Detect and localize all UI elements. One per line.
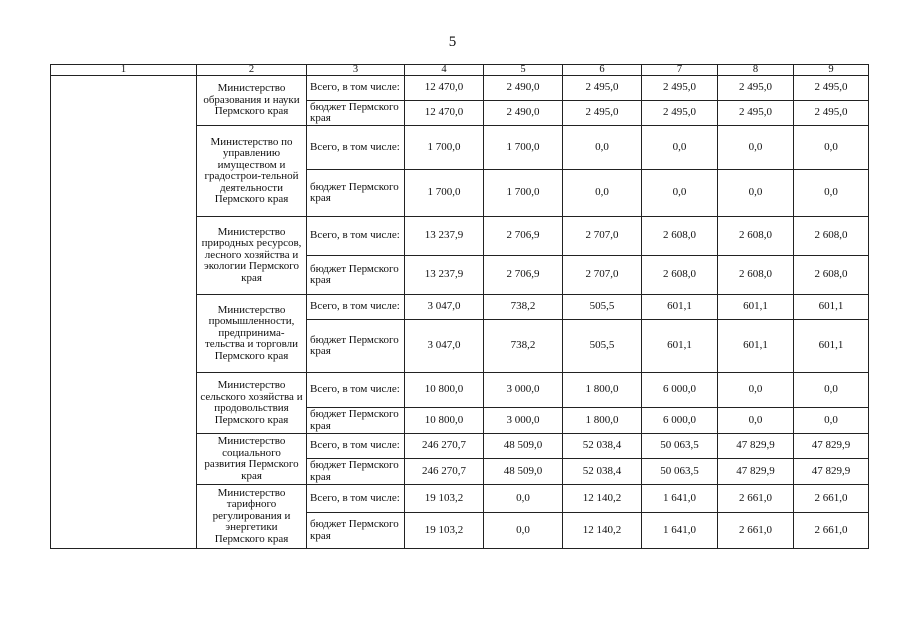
amount-cell: 13 237,9: [405, 217, 484, 256]
agency-cell: Министерство сельского хозяйства и продовольствия Пермского края: [197, 373, 307, 434]
amount-cell: 19 103,2: [405, 485, 484, 513]
amount-cell: 2 707,0: [563, 256, 642, 295]
amount-cell: 1 700,0: [484, 170, 563, 217]
table-row: [51, 76, 869, 101]
amount-cell: 0,0: [484, 485, 563, 513]
amount-cell: 47 829,9: [794, 434, 869, 459]
amount-cell: 1 800,0: [563, 373, 642, 408]
column-header: 2: [197, 65, 307, 76]
amount-cell: 13 237,9: [405, 256, 484, 295]
program-cell: [51, 76, 197, 549]
column-header: 6: [563, 65, 642, 76]
amount-cell: 0,0: [794, 373, 869, 408]
agency-cell: Министерство образования и науки Пермского края: [197, 76, 307, 126]
amount-cell: 12 470,0: [405, 76, 484, 101]
amount-cell: 601,1: [794, 295, 869, 320]
agency-cell: Министерство тарифного регулирования и энергетики Пермского края: [197, 485, 307, 549]
amount-cell: 246 270,7: [405, 434, 484, 459]
budget-label-cell: бюджет Пермского края: [307, 170, 405, 217]
amount-cell: 2 490,0: [484, 76, 563, 101]
budget-label-cell: бюджет Пермского края: [307, 408, 405, 434]
total-label-cell: Всего, в том числе:: [307, 485, 405, 513]
column-header: 3: [307, 65, 405, 76]
agency-cell: Министерство социального развития Пермского края: [197, 434, 307, 485]
budget-table: [50, 64, 869, 549]
amount-cell: 2 495,0: [642, 101, 718, 126]
agency-cell: Министерство природных ресурсов, лесного хозяйства и экологии Пермского края: [197, 217, 307, 295]
amount-cell: 0,0: [718, 373, 794, 408]
column-header: 8: [718, 65, 794, 76]
agency-cell: Министерство промышленности, предпринима-тельства и торговли Пермского края: [197, 295, 307, 373]
amount-cell: 2 490,0: [484, 101, 563, 126]
amount-cell: 2 706,9: [484, 217, 563, 256]
amount-cell: 1 700,0: [405, 170, 484, 217]
amount-cell: 1 641,0: [642, 513, 718, 549]
column-header: 5: [484, 65, 563, 76]
amount-cell: 2 661,0: [718, 485, 794, 513]
amount-cell: 2 661,0: [718, 513, 794, 549]
amount-cell: 601,1: [642, 320, 718, 373]
amount-cell: 2 661,0: [794, 513, 869, 549]
amount-cell: 0,0: [718, 408, 794, 434]
column-number-row: [51, 65, 869, 76]
amount-cell: 0,0: [563, 170, 642, 217]
amount-cell: 2 608,0: [718, 217, 794, 256]
amount-cell: 48 509,0: [484, 434, 563, 459]
amount-cell: 2 707,0: [563, 217, 642, 256]
amount-cell: 2 495,0: [563, 76, 642, 101]
budget-label-cell: бюджет Пермского края: [307, 256, 405, 295]
amount-cell: 2 495,0: [718, 76, 794, 101]
amount-cell: 47 829,9: [794, 459, 869, 485]
amount-cell: 12 140,2: [563, 513, 642, 549]
amount-cell: 2 661,0: [794, 485, 869, 513]
amount-cell: 0,0: [484, 513, 563, 549]
column-header: 7: [642, 65, 718, 76]
amount-cell: 2 495,0: [794, 76, 869, 101]
total-label-cell: Всего, в том числе:: [307, 434, 405, 459]
table-body: [51, 76, 869, 549]
amount-cell: 6 000,0: [642, 373, 718, 408]
amount-cell: 50 063,5: [642, 459, 718, 485]
amount-cell: 601,1: [718, 320, 794, 373]
amount-cell: 47 829,9: [718, 434, 794, 459]
amount-cell: 52 038,4: [563, 434, 642, 459]
column-header: 4: [405, 65, 484, 76]
amount-cell: 12 140,2: [563, 485, 642, 513]
amount-cell: 0,0: [563, 126, 642, 170]
amount-cell: 3 047,0: [405, 320, 484, 373]
column-header: 9: [794, 65, 869, 76]
amount-cell: 19 103,2: [405, 513, 484, 549]
total-label-cell: Всего, в том числе:: [307, 217, 405, 256]
amount-cell: 2 608,0: [794, 256, 869, 295]
amount-cell: 246 270,7: [405, 459, 484, 485]
amount-cell: 505,5: [563, 295, 642, 320]
amount-cell: 1 641,0: [642, 485, 718, 513]
total-label-cell: Всего, в том числе:: [307, 126, 405, 170]
budget-label-cell: бюджет Пермского края: [307, 513, 405, 549]
amount-cell: 47 829,9: [718, 459, 794, 485]
page-number: 5: [448, 34, 457, 50]
amount-cell: 3 000,0: [484, 373, 563, 408]
amount-cell: 2 495,0: [563, 101, 642, 126]
amount-cell: 601,1: [794, 320, 869, 373]
amount-cell: 6 000,0: [642, 408, 718, 434]
amount-cell: 0,0: [794, 170, 869, 217]
amount-cell: 2 495,0: [794, 101, 869, 126]
amount-cell: 0,0: [642, 170, 718, 217]
amount-cell: 50 063,5: [642, 434, 718, 459]
budget-label-cell: бюджет Пермского края: [307, 101, 405, 126]
amount-cell: 0,0: [718, 170, 794, 217]
amount-cell: 52 038,4: [563, 459, 642, 485]
amount-cell: 2 608,0: [794, 217, 869, 256]
amount-cell: 1 700,0: [484, 126, 563, 170]
total-label-cell: Всего, в том числе:: [307, 373, 405, 408]
budget-label-cell: бюджет Пермского края: [307, 459, 405, 485]
budget-label-cell: бюджет Пермского края: [307, 320, 405, 373]
amount-cell: 3 047,0: [405, 295, 484, 320]
amount-cell: 10 800,0: [405, 373, 484, 408]
amount-cell: 0,0: [642, 126, 718, 170]
amount-cell: 2 706,9: [484, 256, 563, 295]
amount-cell: 505,5: [563, 320, 642, 373]
amount-cell: 0,0: [794, 126, 869, 170]
amount-cell: 2 608,0: [642, 217, 718, 256]
amount-cell: 48 509,0: [484, 459, 563, 485]
amount-cell: 0,0: [794, 408, 869, 434]
amount-cell: 2 608,0: [642, 256, 718, 295]
amount-cell: 10 800,0: [405, 408, 484, 434]
amount-cell: 2 495,0: [642, 76, 718, 101]
amount-cell: 601,1: [718, 295, 794, 320]
amount-cell: 2 608,0: [718, 256, 794, 295]
agency-cell: Министерство по управлению имуществом и градострои-тельной деятельности Пермского края: [197, 126, 307, 217]
amount-cell: 12 470,0: [405, 101, 484, 126]
amount-cell: 601,1: [642, 295, 718, 320]
amount-cell: 2 495,0: [718, 101, 794, 126]
amount-cell: 3 000,0: [484, 408, 563, 434]
amount-cell: 738,2: [484, 295, 563, 320]
amount-cell: 1 700,0: [405, 126, 484, 170]
amount-cell: 0,0: [718, 126, 794, 170]
amount-cell: 738,2: [484, 320, 563, 373]
total-label-cell: Всего, в том числе:: [307, 295, 405, 320]
column-header: 1: [51, 65, 197, 76]
total-label-cell: Всего, в том числе:: [307, 76, 405, 101]
amount-cell: 1 800,0: [563, 408, 642, 434]
